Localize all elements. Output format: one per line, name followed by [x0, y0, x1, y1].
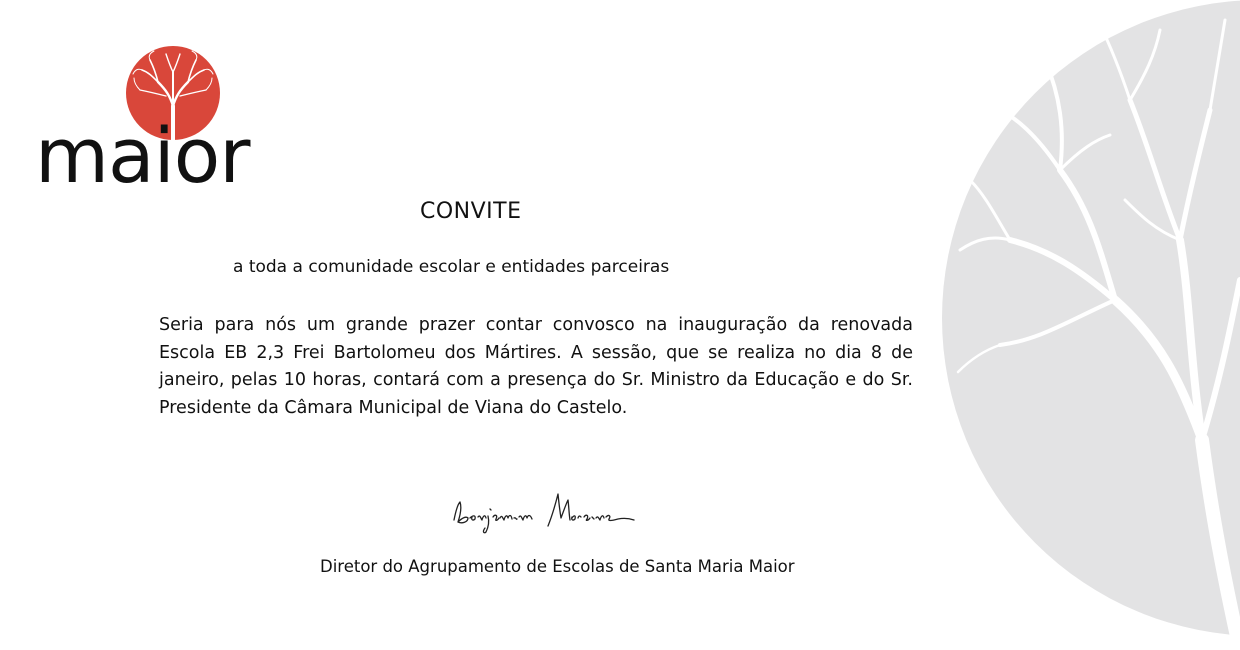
logo-wordmark: maior [35, 111, 250, 200]
handwritten-signature [448, 488, 638, 538]
invitation-title: CONVITE [420, 199, 522, 224]
invitation-recipients: a toda a comunidade escolar e entidades parceiras [233, 257, 670, 277]
tree-watermark-icon [940, 0, 1240, 650]
signer-role: Diretor do Agrupamento de Escolas de Santa Maria Maior [320, 557, 795, 576]
maior-logo [35, 40, 280, 200]
invitation-body: Seria para nós um grande prazer contar convosco na inauguração da renovada Escola EB 2,3 Frei Bartolomeu dos Mártires. A sessão, que se realiza no dia 8 de janeiro, pelas 10 horas, contará com a presença do Sr. Ministro da Educação e do Sr. Presidente da Câmara Municipal de Viana do Castelo. [159, 315, 913, 418]
